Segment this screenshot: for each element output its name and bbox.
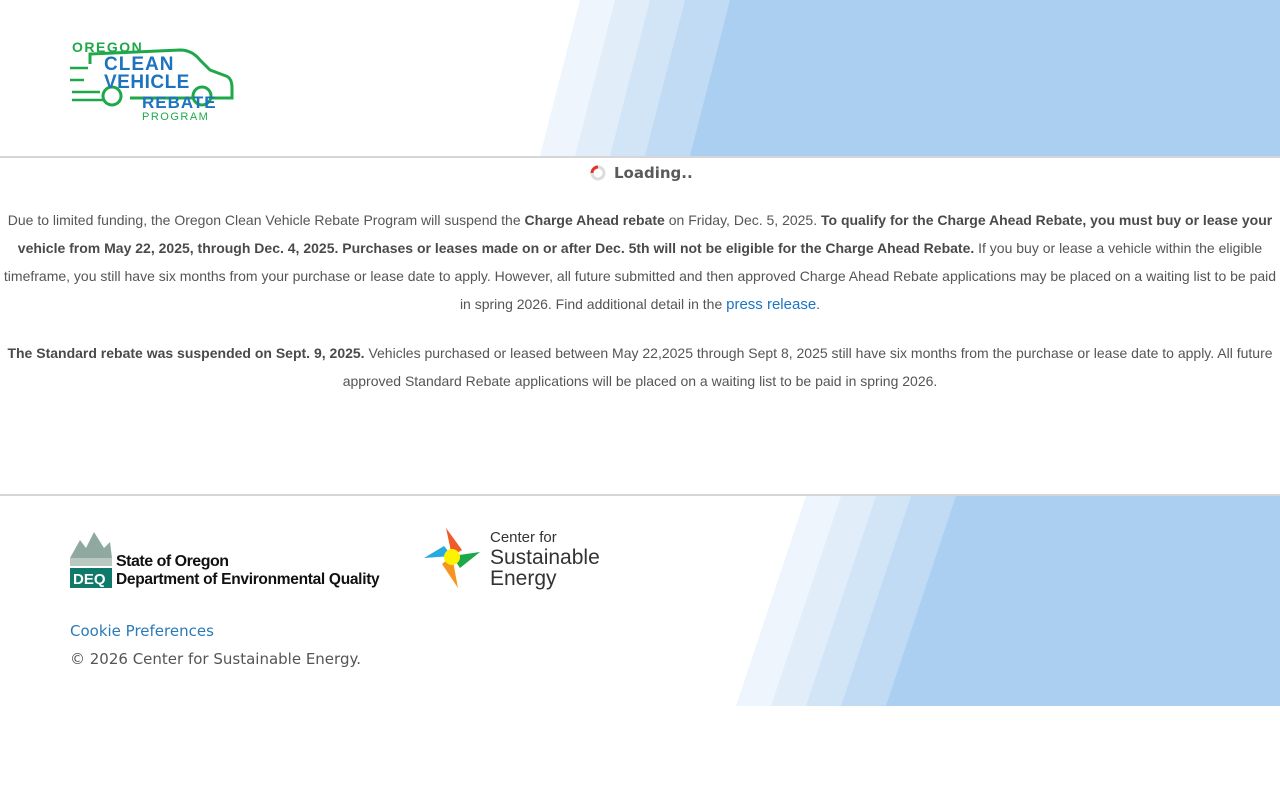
loading-indicator: [590, 162, 693, 184]
cookie-preferences-link[interactable]: Cookie Preferences: [70, 622, 214, 640]
notice-bold-text: To qualify for the Charge Ahead Rebate, you must buy or lease your vehicle from May 22, 2025, through Dec. 4, 2025. Purchases or leases made on or after Dec. 5th will not be eligible for the Charge Ahead Rebate.: [17, 212, 1273, 256]
notice-text: Due to limited funding, the Oregon Clean Vehicle Rebate Program will suspend the: [7, 212, 525, 228]
copyright-text: © 2026 Center for Sustainable Energy.: [70, 650, 361, 668]
footer-stripes-decoration: [736, 496, 1280, 706]
header-divider: [0, 156, 1280, 158]
logo-clean-text: CLEAN: [104, 54, 175, 75]
press-release-link[interactable]: press release: [726, 296, 817, 313]
center-for-sustainable-energy-logo[interactable]: [422, 526, 602, 590]
notice-bold-text: Charge Ahead rebate: [524, 212, 665, 228]
notice-bold-text: The Standard rebate was suspended on Sept. 9, 2025.: [7, 345, 365, 361]
logo-rebate-text: REBATE: [142, 93, 217, 112]
cse-sustainable-text: Sustainable: [490, 546, 600, 569]
logo-program-text: PROGRAM: [142, 111, 210, 122]
oregon-clean-vehicle-rebate-logo[interactable]: [70, 38, 235, 122]
logo-oregon-text: OREGON: [72, 39, 144, 55]
notice-text: Vehicles purchased or leased between May 22,2025 through Sept 8, 2025 still have six months from the purchase or lease date to apply. All future approved Standard Rebate applications will be placed on a waiting list to be paid in spring 2026.: [342, 345, 1273, 389]
notice-text: .: [816, 296, 821, 312]
funding-notice: [0, 206, 1280, 415]
standard-rebate-notice: [0, 339, 1280, 395]
notice-text: If you buy or lease a vehicle within the eligible timeframe, you still have six months from your purchase or lease date to apply. However, all future submitted and then approved Charge Ahead Rebate applications may be placed on a waiting list to be paid in spring 2026. Find additional detail in the: [3, 240, 1277, 312]
notice-text: on Friday, Dec. 5, 2025.: [664, 212, 821, 228]
logo-vehicle-text: VEHICLE: [104, 72, 190, 93]
deq-state-text: State of Oregon: [116, 553, 229, 570]
site-header: [0, 0, 1280, 156]
deq-abbr-text: DEQ: [73, 571, 106, 588]
cse-energy-text: Energy: [490, 567, 557, 590]
oregon-deq-logo[interactable]: [70, 526, 392, 590]
loading-text: Loading..: [614, 164, 693, 182]
header-stripes-decoration: [540, 0, 1280, 156]
charge-ahead-notice: [0, 206, 1280, 319]
deq-department-text: Department of Environmental Quality: [116, 571, 380, 588]
cse-center-for-text: Center for: [490, 529, 557, 546]
loading-spinner-icon: [590, 165, 606, 181]
